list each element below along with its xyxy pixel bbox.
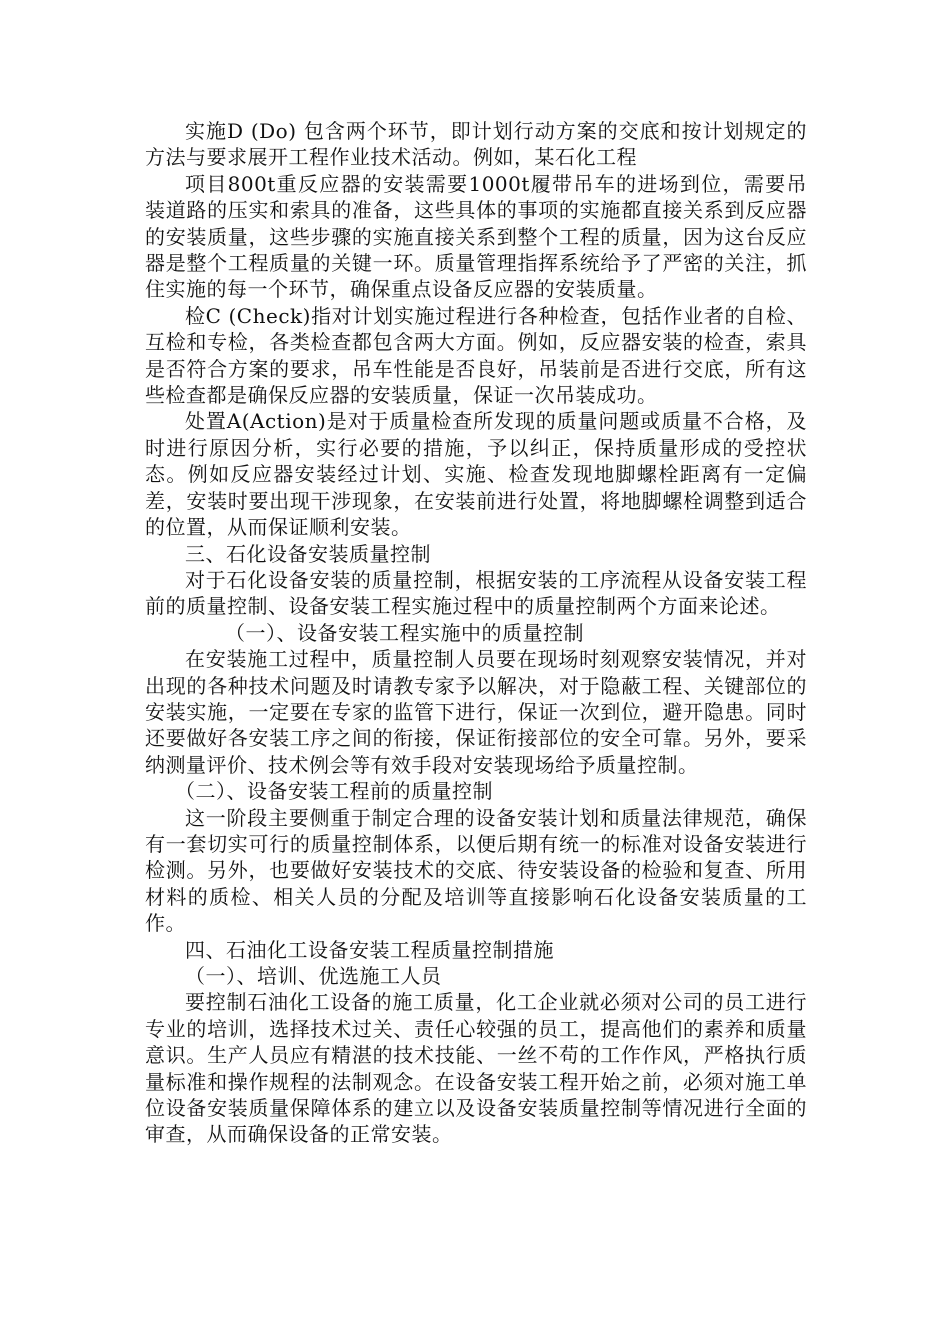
document-page: [145, 118, 807, 1148]
paragraph-reactor-install: 项目800t重反应器的安装需要1000t履带吊车的进场到位，需要吊装道路的压实和索具的准备，这些具体的事项的实施都直接关系到反应器的安装质量，这些步骤的实施直接关系到整个工程的质量，因为这台反应器是整个工程质量的关键一环。质量管理指挥系统给予了严密的关注，抓住实施的每一个环节，确保重点设备反应器的安装质量。: [145, 171, 807, 302]
section-heading-3: 三、石化设备安装质量控制: [185, 541, 431, 566]
paragraph-check-phase: 检C (Check)指对计划实施过程进行各种检查，包括作业者的自检、互检和专检，各类检查都包含两大方面。例如，反应器安装的检查，索具是否符合方案的要求，吊车性能是否良好，吊装前是否进行交底，所有这些检查都是确保反应器的安装质量，保证一次吊装成功。: [145, 303, 807, 408]
subsection-heading-training: （一）、培训、优选施工人员: [185, 964, 442, 988]
paragraph-do-phase: 实施D (Do) 包含两个环节，即计划行动方案的交底和按计划规定的方法与要求展开工程作业技术活动。例如，某石化工程: [145, 119, 807, 170]
paragraph-action-phase: 处置A(Action)是对于质量检查所发现的质量问题或质量不合格，及时进行原因分析，实行必要的措施，予以纠正，保持质量形成的受控状态。例如反应器安装经过计划、实施、检查发现地脚螺栓距离有一定偏差，安装时要出现干涉现象，在安装前进行处置，将地脚螺栓调整到适合的位置，从而保证顺利安装。: [145, 409, 807, 540]
section-heading-4: 四、石油化工设备安装工程质量控制措施: [185, 937, 554, 962]
subsection-heading-1: （一）、设备安装工程实施中的质量控制: [225, 620, 584, 645]
paragraph-pre-install: 这一阶段主要侧重于制定合理的设备安装计划和质量法律规范，确保有一套切实可行的质量控制体系，以便后期有统一的标准对设备安装进行检测。另外，也要做好安装技术的交底、待安装设备的检验和复查、所用材料的质检、相关人员的分配及培训等直接影响石化设备安装质量的工作。: [145, 805, 807, 936]
paragraph-during-install: 在安装施工过程中，质量控制人员要在现场时刻观察安装情况，并对出现的各种技术问题及时请教专家予以解决，对于隐蔽工程、关键部位的安装实施，一定要在专家的监管下进行，保证一次到位，避开隐患。同时还要做好各安装工序之间的衔接，保证衔接部位的安全可靠。另外，要采纳测量评价、技术例会等有效手段对安装现场给予质量控制。: [145, 647, 807, 777]
subsection-heading-2: （二）、设备安装工程前的质量控制: [175, 779, 493, 804]
paragraph-quality-control-intro: 对于石化设备安装的质量控制，根据安装的工序流程从设备安装工程前的质量控制、设备安装工程实施过程中的质量控制两个方面来论述。: [145, 567, 807, 619]
paragraph-training: 要控制石油化工设备的施工质量，化工企业就必须对公司的员工进行专业的培训，选择技术过关、责任心较强的员工，提高他们的素养和质量意识。生产人员应有精湛的技术技能、一丝不苟的工作作风，严格执行质量标准和操作规程的法制观念。在设备安装工程开始之前，必须对施工单位设备安装质量保障体系的建立以及设备安装质量控制等情况进行全面的审查，从而确保设备的正常安装。: [145, 990, 807, 1147]
